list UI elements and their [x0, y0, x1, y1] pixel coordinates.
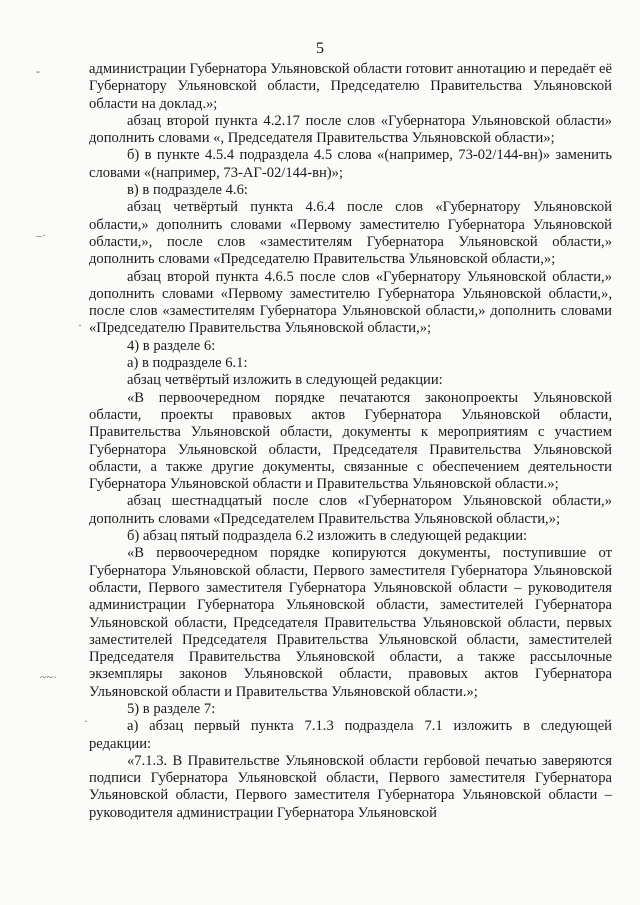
paragraph: б) абзац пятый подраздела 6.2 изложить в следующей редакции:: [127, 528, 528, 545]
paragraph: абзац четвёртый пункта 4.6.4 после слов «Губернатору Ульяновской области,» дополнить словами «Первому заместителю Губернатора Ульяновской области,», после слов «заместителям Губернатора Ульяновской области,» дополнить словами «Председателю Правительства Ульяновской области,»;: [89, 199, 612, 268]
margin-mark: –·: [36, 228, 46, 242]
document-body: [89, 61, 612, 822]
paragraph: а) в подразделе 6.1:: [127, 355, 248, 372]
margin-mark: ~~·: [40, 670, 57, 684]
paragraph: абзац второй пункта 4.2.17 после слов «Губернатора Ульяновской области» дополнить словами «, Председателя Правительства Ульяновской области»;: [89, 112, 612, 147]
paragraph: 5) в разделе 7:: [127, 700, 216, 717]
paragraph: администрации Губернатора Ульяновской области готовит аннотацию и передаёт её Губернатору Ульяновской области, Председателю Правительства Ульяновской области на доклад.»;: [89, 61, 612, 112]
page-number: 5: [316, 40, 324, 57]
paragraph: б) в пункте 4.5.4 подраздела 4.5 слова «(например, 73-02/144-вн)» заменить словами «(например, 73-АГ-02/144-вн)»;: [89, 147, 612, 181]
margin-mark: -: [36, 64, 40, 78]
paragraph: 4) в разделе 6:: [127, 337, 216, 354]
paragraph: абзац второй пункта 4.6.5 после слов «Губернатору Ульяновской области,» дополнить словами «Первому заместителю Губернатора Ульяновской области,», после слов «заместителям Губернатора Ульяновской области,» дополнить словами «Председателю Правительства Ульяновской области,»;: [89, 268, 612, 337]
paragraph: абзац четвёртый изложить в следующей редакции:: [127, 372, 443, 389]
paragraph: «В первоочередном порядке копируются документы, поступившие от Губернатора Ульяновской области, Первого заместителя Губернатора Ульяновской области, Первого заместителя Губернатора Ульяновской области – руководителя администрации Губернатора Ульяновской области, заместителей Губернатора Ульяновской области, Председателя Правительства Ульяновской области, первых заместителей Председателя Правительства Ульяновской области, заместителей Председателя Правительства Ульяновской области, а также рассылочные экземпляры законов Ульяновской области, правовых актов Губернатора Ульяновской области и Правительства Ульяновской области.»;: [89, 545, 612, 700]
paragraph: в) в подразделе 4.6:: [127, 182, 248, 199]
margin-mark: ·: [84, 714, 88, 728]
paragraph: а) абзац первый пункта 7.1.3 подраздела 7.1 изложить в следующей редакции:: [89, 718, 612, 752]
paragraph: «7.1.3. В Правительстве Ульяновской области гербовой печатью заверяются подписи Губернатора Ульяновской области, Первого заместителя Губернатора Ульяновской области, Первого заместителя Губернатора Ульяновской области – руководителя администрации Губернатора Ульяновской: [89, 752, 612, 821]
margin-mark: ·: [78, 318, 82, 332]
paragraph: «В первоочередном порядке печатаются законопроекты Ульяновской области, проекты правовых актов Губернатора Ульяновской области, Правительства Ульяновской области, документы к мероприятиям с участием Губернатора Ульяновской области, Председателя Правительства Ульяновской области, а также другие документы, связанные с обеспечением деятельности Губернатора Ульяновской области и Правительства Ульяновской области.»;: [89, 389, 612, 493]
paragraph: абзац шестнадцатый после слов «Губернатором Ульяновской области,» дополнить словами «Председателем Правительства Ульяновской области,»;: [89, 493, 612, 527]
